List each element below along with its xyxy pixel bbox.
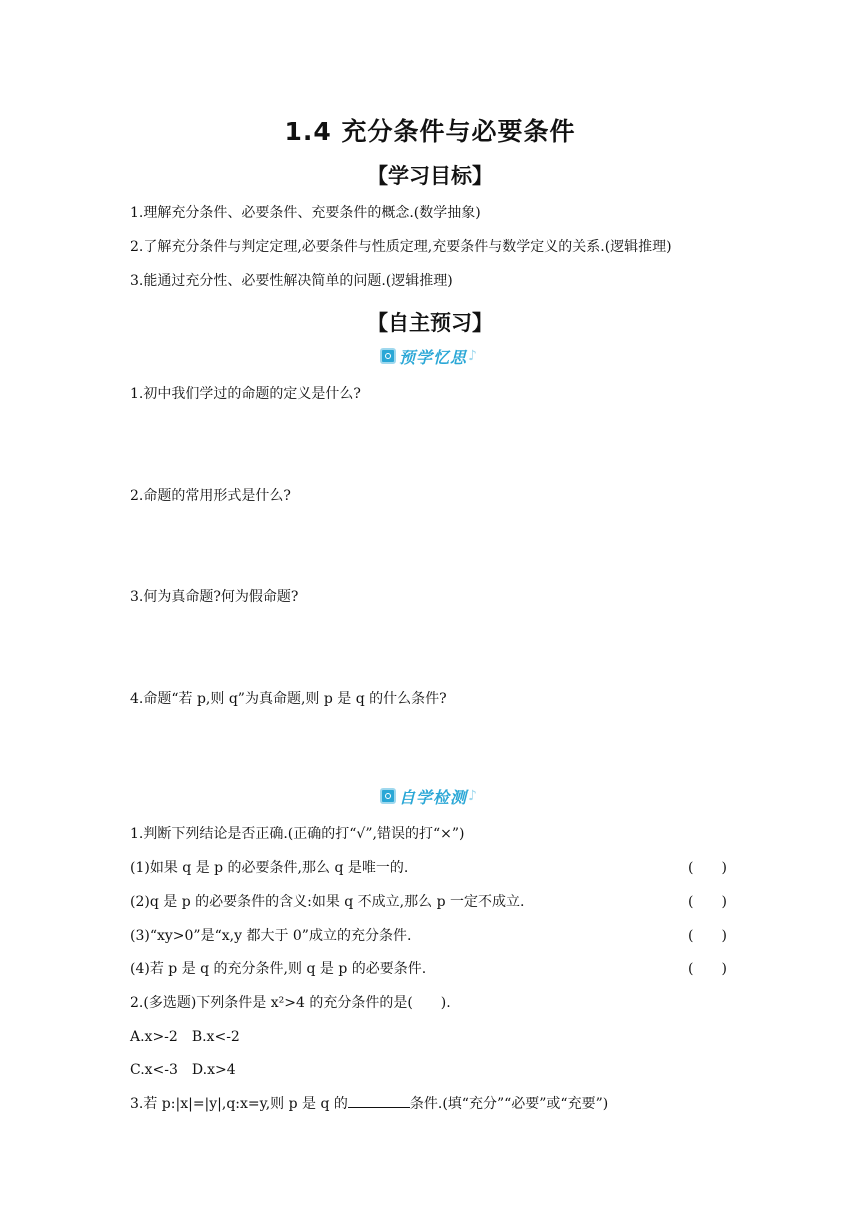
banner-label: 自学检测 bbox=[399, 787, 468, 807]
judge-item: (4)若 p 是 q 的充分条件,则 q 是 p 的必要条件. bbox=[130, 961, 427, 977]
answer-paren: ( ) bbox=[688, 928, 727, 944]
question-2-options: C.x<-3 D.x>4 bbox=[130, 1062, 236, 1078]
question-3 bbox=[130, 1093, 608, 1113]
preview-question: 4.命题“若 p,则 q”为真命题,则 p 是 q 的什么条件? bbox=[130, 691, 447, 707]
music-note-icon: ♪ bbox=[468, 788, 477, 804]
preview-question: 3.何为真命题?何为假命题? bbox=[130, 589, 299, 605]
goal-item: 3.能通过充分性、必要性解决简单的问题.(逻辑推理) bbox=[130, 273, 453, 289]
banner-preview bbox=[380, 345, 477, 367]
preview-question: 1.初中我们学过的命题的定义是什么? bbox=[130, 386, 361, 402]
page-title: 1.4 充分条件与必要条件 bbox=[284, 117, 576, 146]
judge-item: (1)如果 q 是 p 的必要条件,那么 q 是唯一的. bbox=[130, 860, 409, 876]
music-note-icon: ♪ bbox=[468, 348, 477, 364]
question-3-text: 3.若 p:|x|=|y|,q:x=y,则 p 是 q 的 bbox=[130, 1096, 348, 1112]
answer-blank[interactable] bbox=[348, 1095, 410, 1108]
answer-paren: ( ) bbox=[688, 961, 727, 977]
preview-question: 2.命题的常用形式是什么? bbox=[130, 488, 291, 504]
section-heading-preview: 【自主预习】 bbox=[367, 311, 493, 335]
answer-paren: ( ) bbox=[688, 860, 727, 876]
goal-item: 2.了解充分条件与判定定理,必要条件与性质定理,充要条件与数学定义的关系.(逻辑推理) bbox=[130, 239, 672, 255]
question-3-text: 条件.(填“充分”“必要”或“充要”) bbox=[409, 1096, 609, 1112]
question-2-options: A.x>-2 B.x<-2 bbox=[130, 1029, 240, 1045]
goal-item: 1.理解充分条件、必要条件、充要条件的概念.(数学抽象) bbox=[130, 205, 481, 221]
banner-selfcheck bbox=[380, 785, 477, 807]
section-heading-goals: 【学习目标】 bbox=[367, 164, 493, 188]
judge-item: (2)q 是 p 的必要条件的含义:如果 q 不成立,那么 p 一定不成立. bbox=[130, 894, 525, 910]
question-2: 2.(多选题)下列条件是 x²>4 的充分条件的是( ). bbox=[130, 995, 451, 1011]
answer-paren: ( ) bbox=[688, 894, 727, 910]
banner-label: 预学忆思 bbox=[399, 347, 468, 367]
banner-icon bbox=[380, 348, 396, 364]
banner-icon bbox=[380, 788, 396, 804]
check-intro: 1.判断下列结论是否正确.(正确的打“√”,错误的打“×”) bbox=[130, 826, 465, 842]
judge-item: (3)“xy>0”是“x,y 都大于 0”成立的充分条件. bbox=[130, 928, 412, 944]
